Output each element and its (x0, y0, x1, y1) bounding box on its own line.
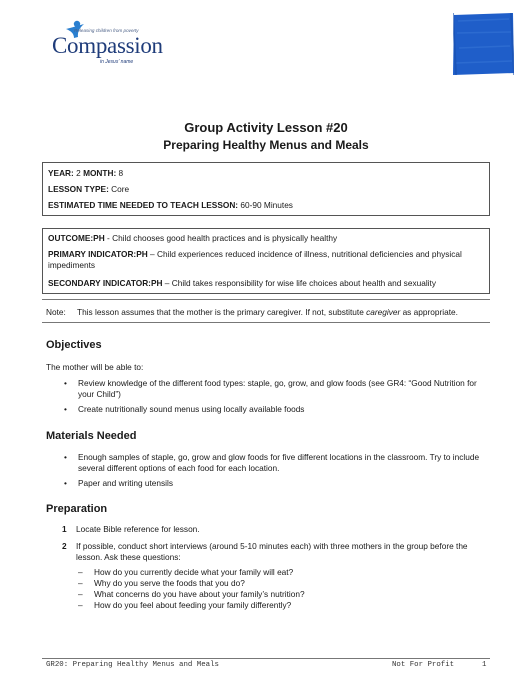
lesson-info-box (42, 162, 490, 216)
indicators-box (42, 228, 490, 294)
footer-document-title: GR20: Preparing Healthy Menus and Meals (46, 661, 219, 669)
primary-indicator-line: PRIMARY INDICATOR:PH – Child experiences reduced incidence of illness, nutritional deficiencies and physical impediments (48, 249, 462, 270)
preparation-heading: Preparation (46, 503, 108, 515)
estimated-time-line: ESTIMATED TIME NEEDED TO TEACH LESSON: 60-90 Minutes (48, 200, 293, 210)
page-subtitle: Preparing Healthy Menus and Meals (163, 138, 369, 152)
secondary-indicator-line: SECONDARY INDICATOR:PH – Child takes responsibility for wise life choices about health and sexuality (48, 278, 436, 288)
objectives-heading: Objectives (46, 339, 102, 351)
footer-divider (42, 658, 490, 659)
lesson-type-line: LESSON TYPE: Core (48, 184, 130, 194)
year-month-line: YEAR: 2 MONTH: 8 (48, 168, 124, 178)
page-title: Group Activity Lesson #20 (184, 120, 348, 135)
materials-heading: Materials Needed (46, 430, 137, 442)
footer-not-for-profit: Not For Profit (392, 661, 455, 669)
page-number: 1 (482, 661, 487, 669)
blue-decorative-block (453, 13, 514, 75)
note-divider-bottom (42, 322, 490, 323)
outcome-line: OUTCOME:PH - Child chooses good health practices and is physically healthy (48, 233, 338, 243)
logo-subtitle: in Jesus' name (100, 59, 134, 65)
objectives-intro: The mother will be able to: (46, 362, 144, 372)
logo-tagline: Releasing children from poverty (74, 28, 139, 33)
logo-brand: Compassion (52, 33, 163, 58)
caregiver-note: Note: This lesson assumes that the mother is the primary caregiver. If not, substitute caregiver as appropriate. (46, 307, 458, 317)
compassion-logo (52, 22, 164, 70)
note-divider-top (42, 299, 490, 300)
